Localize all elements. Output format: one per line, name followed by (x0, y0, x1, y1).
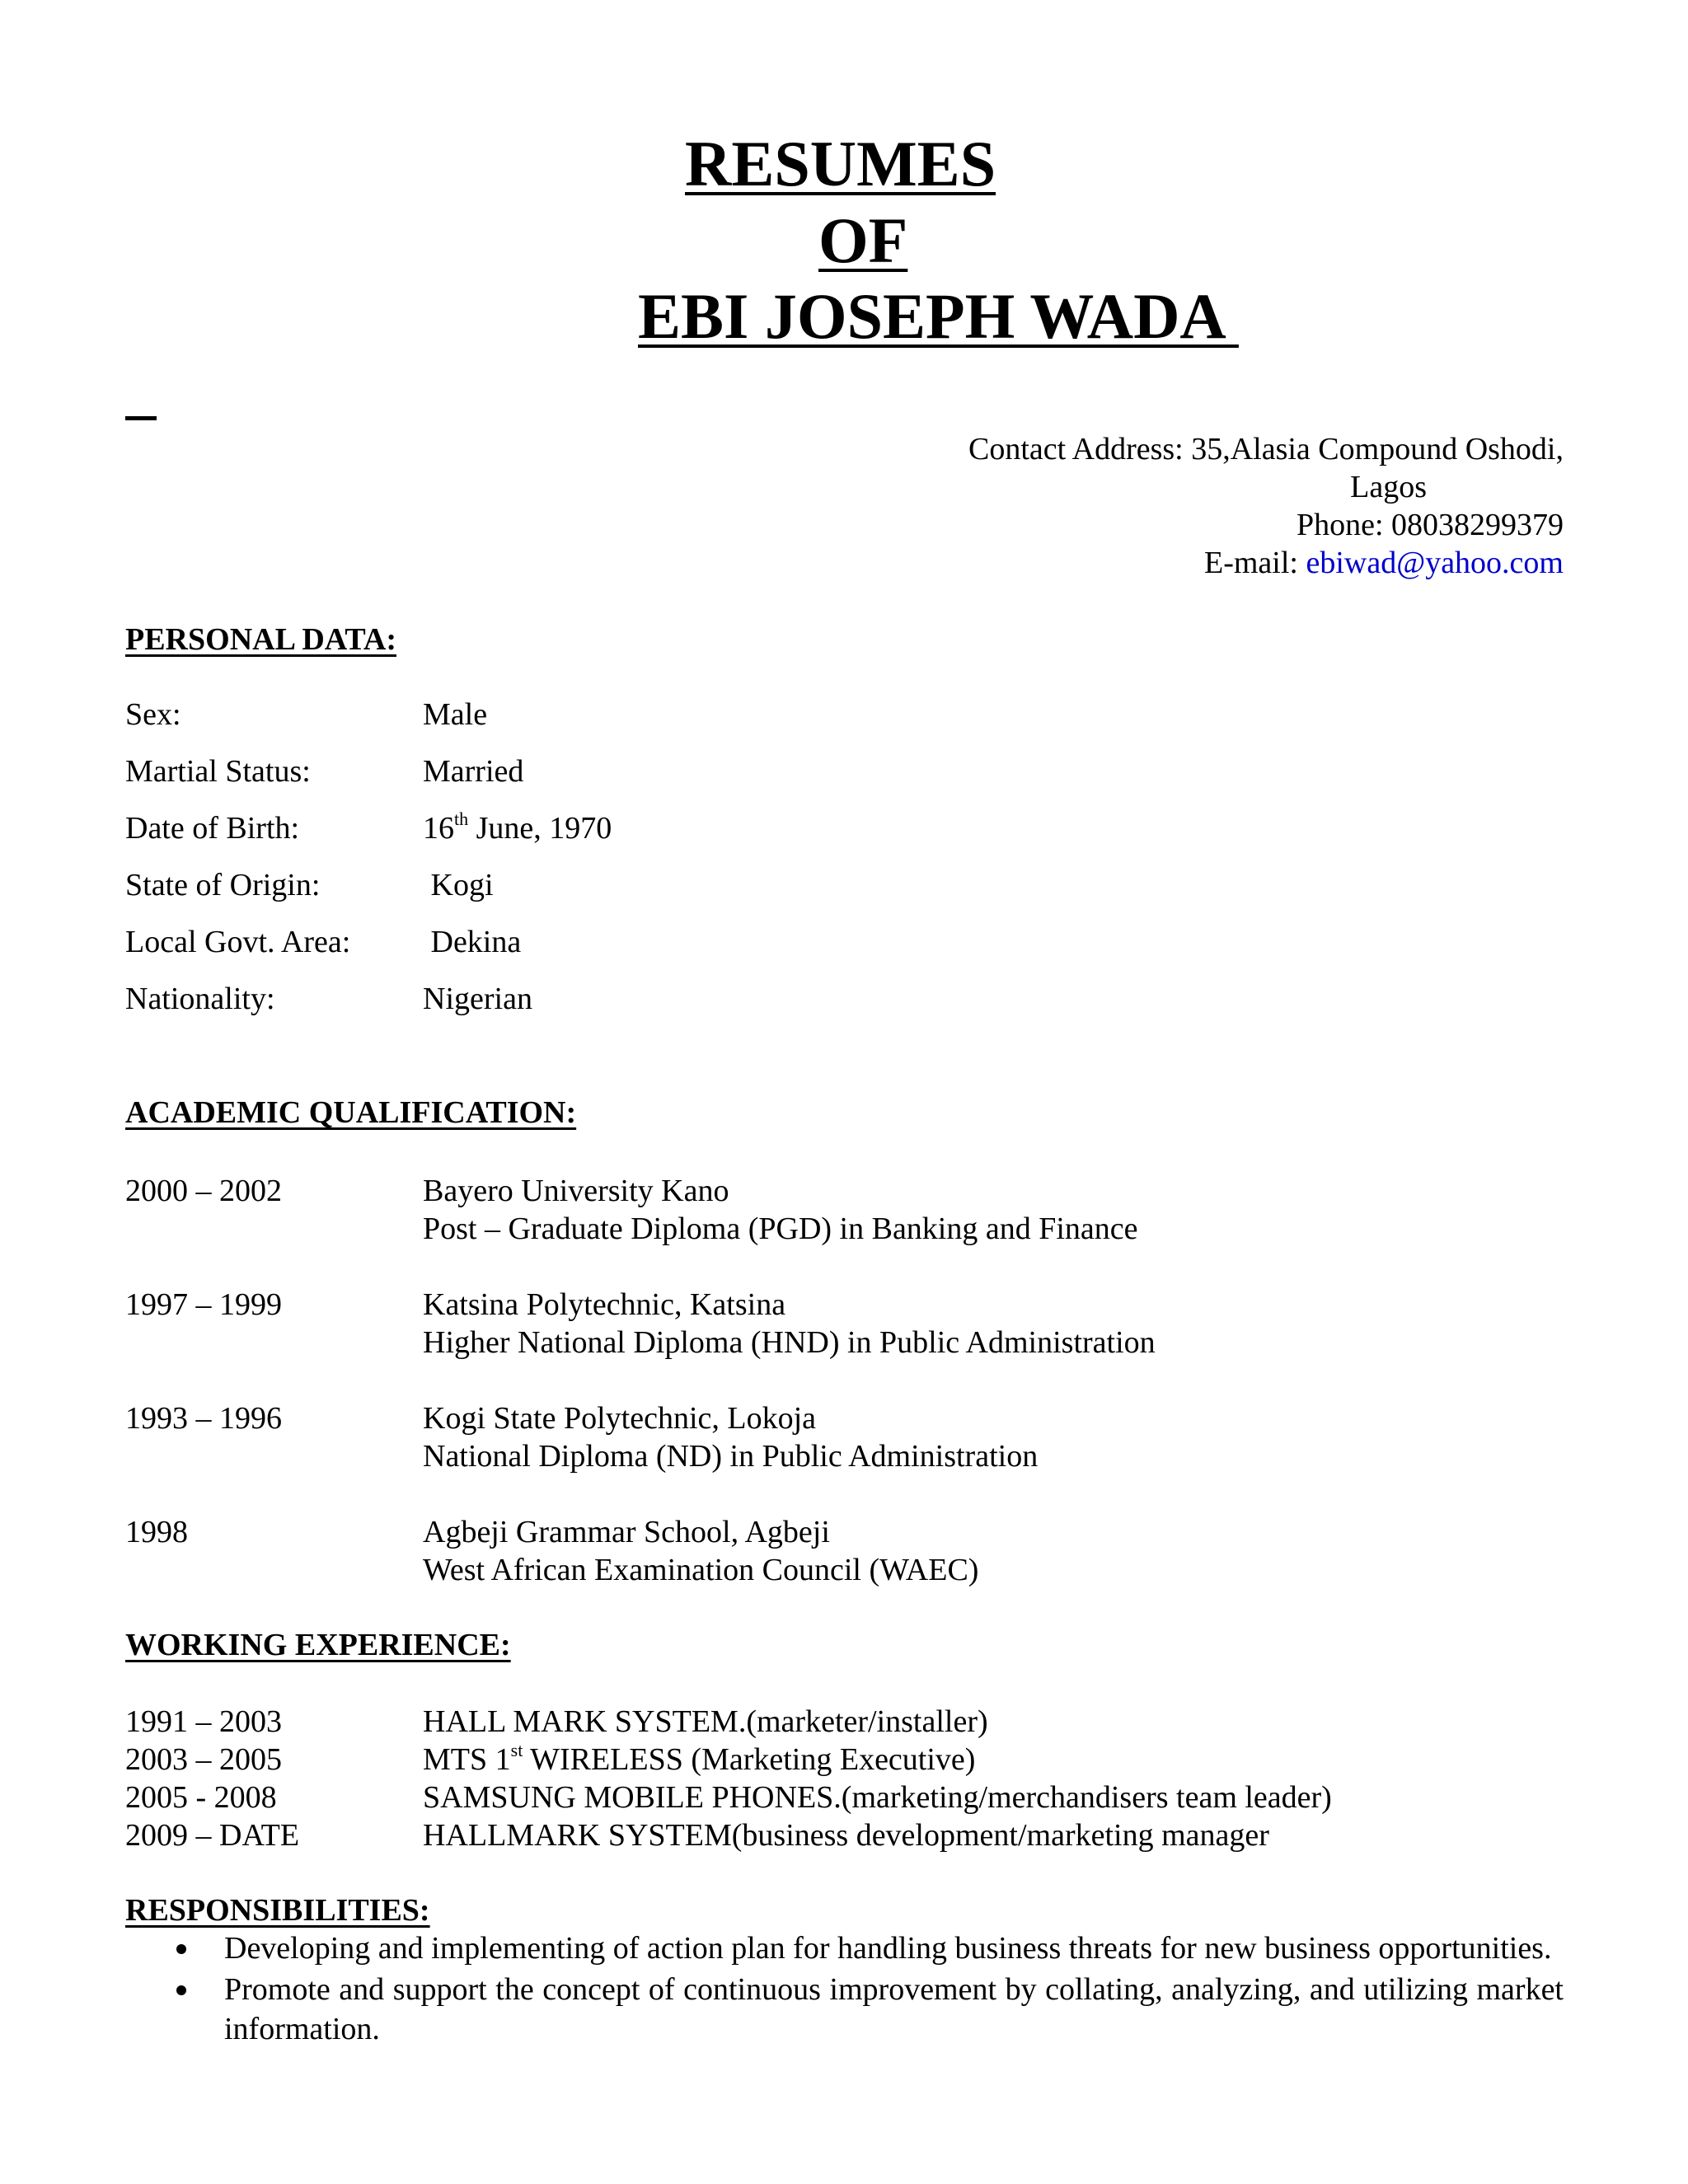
academic-school: Kogi State Polytechnic, Lokoja (423, 1401, 817, 1436)
work-years: 2009 – DATE (125, 1818, 300, 1853)
list-item (125, 1970, 1564, 2049)
personal-label-state: State of Origin: (125, 868, 321, 902)
academic-award: National Diploma (ND) in Public Administration (423, 1439, 1039, 1474)
work-years: 1991 – 2003 (125, 1704, 282, 1739)
responsibility-text: Promote and support the concept of continuous improvement by collating, analyzing, and utilizing market information. (224, 1972, 1564, 2046)
academic-school: Agbeji Grammar School, Agbeji (423, 1515, 830, 1549)
dash-mark (125, 416, 157, 420)
academic-school: Bayero University Kano (423, 1174, 729, 1208)
academic-award: Post – Graduate Diploma (PGD) in Banking and Finance (423, 1212, 1138, 1246)
list-item (125, 1929, 1564, 1968)
personal-value-lga: Dekina (423, 925, 522, 959)
personal-value-dob (423, 809, 612, 847)
work-role: HALLMARK SYSTEM(business development/marketing manager (423, 1818, 1269, 1853)
work-years: 2003 – 2005 (125, 1742, 282, 1777)
academic-school: Katsina Polytechnic, Katsina (423, 1287, 786, 1322)
academic-years: 1993 – 1996 (125, 1401, 282, 1436)
academic-years: 1998 (125, 1515, 188, 1549)
academic-award: West African Examination Council (WAEC) (423, 1553, 979, 1587)
contact-email-label: E-mail: (1204, 546, 1306, 580)
personal-value-state: Kogi (423, 868, 494, 902)
contact-city: Lagos (1350, 470, 1427, 504)
personal-label-dob: Date of Birth: (125, 811, 300, 846)
work-role (423, 1741, 975, 1779)
bullet-icon (176, 1985, 186, 1995)
work-role-post: WIRELESS (Marketing Executive) (523, 1742, 976, 1777)
academic-award: Higher National Diploma (HND) in Public Administration (423, 1325, 1156, 1360)
dob-rest: June, 1970 (468, 811, 612, 846)
work-role-pre: MTS 1 (423, 1742, 511, 1777)
personal-value-sex: Male (423, 697, 488, 732)
personal-label-sex: Sex: (125, 697, 181, 732)
bullet-icon (176, 1944, 186, 1954)
personal-data-heading: PERSONAL DATA: (125, 622, 397, 657)
dob-day-suffix: th (454, 808, 469, 829)
work-role: SAMSUNG MOBILE PHONES.(marketing/merchandisers team leader) (423, 1780, 1332, 1815)
personal-value-marital: Married (423, 754, 524, 789)
personal-label-marital: Martial Status: (125, 754, 311, 789)
contact-email-line (1204, 544, 1564, 582)
email-link[interactable]: ebiwad@yahoo.com (1306, 546, 1564, 580)
title-line-resumes: RESUMES (685, 128, 996, 199)
dob-day: 16 (423, 811, 454, 846)
academic-heading: ACADEMIC QUALIFICATION: (125, 1095, 577, 1130)
personal-value-nationality: Nigerian (423, 982, 532, 1016)
responsibilities-list (125, 1929, 1564, 2050)
academic-years: 1997 – 1999 (125, 1287, 282, 1322)
work-role: HALL MARK SYSTEM.(marketer/installer) (423, 1704, 988, 1739)
contact-address: Contact Address: 35,Alasia Compound Oshodi, (968, 432, 1564, 466)
academic-years: 2000 – 2002 (125, 1174, 282, 1208)
contact-phone: Phone: 08038299379 (1296, 508, 1564, 542)
title-line-name: EBI JOSEPH WADA (638, 280, 1239, 352)
title-line-of: OF (818, 204, 908, 276)
personal-label-nationality: Nationality: (125, 982, 275, 1016)
responsibilities-heading: RESPONSIBILITIES: (125, 1893, 430, 1928)
work-years: 2005 - 2008 (125, 1780, 277, 1815)
responsibility-text: Developing and implementing of action plan for handling business threats for new business opportunities. (224, 1931, 1552, 1966)
work-heading: WORKING EXPERIENCE: (125, 1628, 511, 1662)
work-role-sup: st (510, 1740, 523, 1760)
personal-label-lga: Local Govt. Area: (125, 925, 351, 959)
